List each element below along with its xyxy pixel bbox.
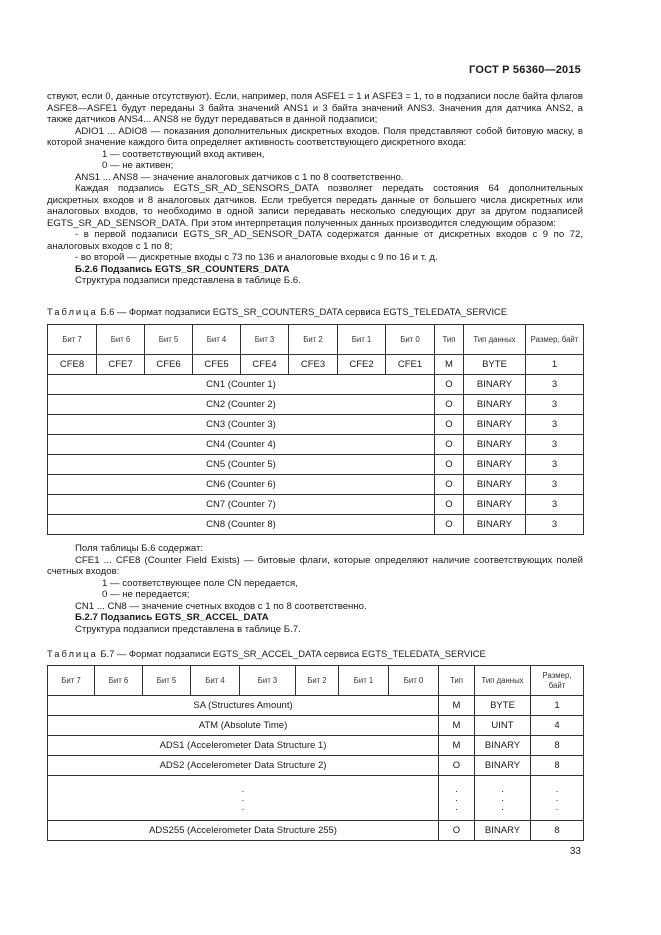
- table-row: [48, 355, 584, 375]
- size-cell: 8: [531, 821, 584, 841]
- header-cell: Бит 1: [338, 325, 386, 355]
- dtype-cell: BINARY: [464, 455, 526, 475]
- middle-text: [47, 543, 583, 635]
- dtype-cell: BINARY: [464, 475, 526, 495]
- type-cell: M: [439, 736, 475, 756]
- size-cell: 3: [526, 515, 584, 535]
- paragraph: ствуют, если 0, данные отсутствуют). Если, например, поля ASFE1 = 1 и ASFE3 = 1, то в подзаписи после байта флагов ASFE8—ASFE1 будут переданы 3 байта значений ANS1 и 3 байта значений ANS3. Значения для датчика ANS2, а также датчиков ANS4... ANS8 не будут передаваться в данной подзаписи;: [47, 91, 583, 125]
- header-cell: Тип: [435, 325, 464, 355]
- field-cell: ADS255 (Accelerometer Data Structure 255): [48, 821, 439, 841]
- ellipsis-cell: . . .: [475, 776, 531, 821]
- list-item: 0 — не активен;: [102, 160, 174, 171]
- header-cell: Бит 0: [386, 325, 435, 355]
- field-cell: CN2 (Counter 2): [48, 395, 435, 415]
- type-cell: O: [435, 515, 464, 535]
- type-cell: O: [439, 756, 475, 776]
- field-cell: ADS2 (Accelerometer Data Structure 2): [48, 756, 439, 776]
- header-cell: Бит 4: [193, 325, 241, 355]
- header-cell: Бит 1: [339, 666, 389, 696]
- dtype-cell: BINARY: [464, 395, 526, 415]
- header-cell: Бит 5: [143, 666, 191, 696]
- flag-cell: CFE4: [241, 355, 289, 375]
- list-item: 1 — соответствующий вход активен,: [102, 148, 265, 160]
- header-cell: Бит 3: [240, 666, 296, 696]
- field-cell: CN8 (Counter 8): [48, 515, 435, 535]
- flag-cell: CFE6: [145, 355, 193, 375]
- table-row: [48, 435, 584, 455]
- paragraph: CN1 ... CN8 — значение счетных входов с 1 по 8 соответственно.: [75, 600, 367, 612]
- table-row: [48, 415, 584, 435]
- paragraph: - в первой подзаписи EGTS_SR_AD_SENSOR_DATA содержатся данные от дискретных входов с 9 по 72, аналоговых входов с 1 по 8;: [47, 229, 583, 252]
- size-cell: 3: [526, 415, 584, 435]
- header-cell: Бит 0: [389, 666, 439, 696]
- table-row: [48, 395, 584, 415]
- dtype-cell: BYTE: [464, 355, 526, 375]
- page-number: 33: [569, 846, 581, 857]
- field-cell: CN3 (Counter 3): [48, 415, 435, 435]
- header-cell: Бит 7: [48, 666, 95, 696]
- paragraph: CFE1 ... CFE8 (Counter Field Exists) — битовые флаги, которые определяют наличие соответствующих полей счетных входов:: [47, 554, 583, 577]
- table-row: [48, 756, 584, 776]
- caption-prefix: Таблица: [47, 648, 98, 659]
- ellipsis-cell: . . .: [439, 776, 475, 821]
- flag-cell: CFE8: [48, 355, 97, 375]
- paragraph: Структура подзаписи представлена в таблице Б.7.: [75, 623, 301, 635]
- size-cell: 1: [526, 355, 584, 375]
- flag-cell: CFE2: [338, 355, 386, 375]
- header-cell: Бит 5: [145, 325, 193, 355]
- header-cell: Бит 4: [191, 666, 240, 696]
- table-row: [48, 515, 584, 535]
- table-row: [48, 495, 584, 515]
- header-cell: Тип данных: [475, 666, 531, 696]
- table6-caption: [47, 306, 507, 317]
- table7: [47, 665, 584, 841]
- paragraph: ANS1 ... ANS8 — значение аналоговых датчиков с 1 по 8 соответственно.: [75, 171, 404, 183]
- size-cell: 8: [531, 756, 584, 776]
- caption-prefix: Таблица: [47, 306, 98, 317]
- table-row: [48, 736, 584, 756]
- flag-cell: CFE3: [289, 355, 338, 375]
- ellipsis-row: [48, 776, 584, 821]
- type-cell: O: [439, 821, 475, 841]
- header-cell: Тип: [439, 666, 475, 696]
- size-cell: 3: [526, 435, 584, 455]
- size-cell: 3: [526, 475, 584, 495]
- table-header-row: [48, 325, 584, 355]
- header-cell: Бит 6: [97, 325, 145, 355]
- table-row: [48, 821, 584, 841]
- ellipsis-cell: . . .: [531, 776, 584, 821]
- size-cell: 1: [531, 696, 584, 716]
- caption-text: Б.6 — Формат подзаписи EGTS_SR_COUNTERS_DATA сервиса EGTS_TELEDATA_SERVICE: [97, 306, 508, 317]
- dtype-cell: BINARY: [464, 515, 526, 535]
- header-cell: Бит 2: [289, 325, 338, 355]
- field-cell: ADS1 (Accelerometer Data Structure 1): [48, 736, 439, 756]
- table-row: [48, 375, 584, 395]
- size-cell: 3: [526, 395, 584, 415]
- paragraph: ADIO1 ... ADIO8 — показания дополнительных дискретных входов. Поля представляют собой битовую маску, в которой значение каждого бита определяет активность соответствующего дискретного входа:: [47, 125, 583, 148]
- type-cell: O: [435, 495, 464, 515]
- type-cell: M: [439, 696, 475, 716]
- table7-caption: [47, 648, 486, 659]
- dtype-cell: BINARY: [475, 736, 531, 756]
- field-cell: CN6 (Counter 6): [48, 475, 435, 495]
- dtype-cell: BINARY: [464, 375, 526, 395]
- header-cell: Бит 2: [296, 666, 339, 696]
- section-heading: Б.2.7 Подзапись EGTS_SR_ACCEL_DATA: [75, 612, 269, 623]
- header-cell: Размер, байт: [531, 666, 584, 696]
- size-cell: 3: [526, 495, 584, 515]
- ellipsis-cell: . . .: [48, 776, 439, 821]
- header-cell: Бит 6: [95, 666, 143, 696]
- section-heading: Б.2.6 Подзапись EGTS_SR_COUNTERS_DATA: [75, 263, 290, 275]
- dtype-cell: BINARY: [464, 415, 526, 435]
- table-header-row: [48, 666, 584, 696]
- type-cell: O: [435, 375, 464, 395]
- dtype-cell: BINARY: [475, 756, 531, 776]
- paragraph: Каждая подзапись EGTS_SR_AD_SENSORS_DATA позволяет передать состояния 64 дополнительных дискретных входов и 8 аналоговых датчиков. Если требуется передать данные от большего числа дискретных или аналоговых входов, то необходимо в одной записи передавать несколько следующих друг за другом подзаписей EGTS_SR_AD_SENSOR_DATA. При этом интерпретация полученных данных производится следующим образом:: [47, 183, 583, 229]
- flag-cell: CFE5: [193, 355, 241, 375]
- paragraph: Поля таблицы Б.6 содержат:: [75, 543, 204, 554]
- flag-cell: CFE1: [386, 355, 435, 375]
- type-cell: O: [435, 435, 464, 455]
- header-cell: Бит 3: [241, 325, 289, 355]
- field-cell: ATM (Absolute Time): [48, 716, 439, 736]
- dtype-cell: BINARY: [475, 821, 531, 841]
- type-cell: M: [439, 716, 475, 736]
- field-cell: SA (Structures Amount): [48, 696, 439, 716]
- header-cell: Тип данных: [464, 325, 526, 355]
- list-item: 1 — соответствующее поле CN передается,: [102, 577, 298, 589]
- table-row: [48, 696, 584, 716]
- header-cell: Бит 7: [48, 325, 97, 355]
- dtype-cell: BINARY: [464, 495, 526, 515]
- type-cell: O: [435, 475, 464, 495]
- type-cell: M: [435, 355, 464, 375]
- size-cell: 3: [526, 375, 584, 395]
- dtype-cell: BYTE: [475, 696, 531, 716]
- list-item: 0 — не передается;: [102, 589, 190, 600]
- type-cell: O: [435, 415, 464, 435]
- type-cell: O: [435, 455, 464, 475]
- field-cell: CN7 (Counter 7): [48, 495, 435, 515]
- dtype-cell: BINARY: [464, 435, 526, 455]
- caption-text: Б.7 — Формат подзаписи EGTS_SR_ACCEL_DATA сервиса EGTS_TELEDATA_SERVICE: [97, 648, 486, 659]
- document-header: ГОСТ Р 56360—2015: [469, 64, 581, 76]
- field-cell: CN1 (Counter 1): [48, 375, 435, 395]
- table-row: [48, 455, 584, 475]
- flag-cell: CFE7: [97, 355, 145, 375]
- paragraph: - во второй — дискретные входы с 73 по 136 и аналоговые входы с 9 по 16 и т. д.: [75, 252, 438, 263]
- table-row: [48, 716, 584, 736]
- field-cell: CN4 (Counter 4): [48, 435, 435, 455]
- type-cell: O: [435, 395, 464, 415]
- header-cell: Размер, байт: [526, 325, 584, 355]
- intro-text: [47, 91, 583, 287]
- paragraph: Структура подзаписи представлена в таблице Б.6.: [75, 275, 301, 286]
- table6: [47, 324, 584, 535]
- size-cell: 3: [526, 455, 584, 475]
- dtype-cell: UINT: [475, 716, 531, 736]
- size-cell: 8: [531, 736, 584, 756]
- size-cell: 4: [531, 716, 584, 736]
- table-row: [48, 475, 584, 495]
- field-cell: CN5 (Counter 5): [48, 455, 435, 475]
